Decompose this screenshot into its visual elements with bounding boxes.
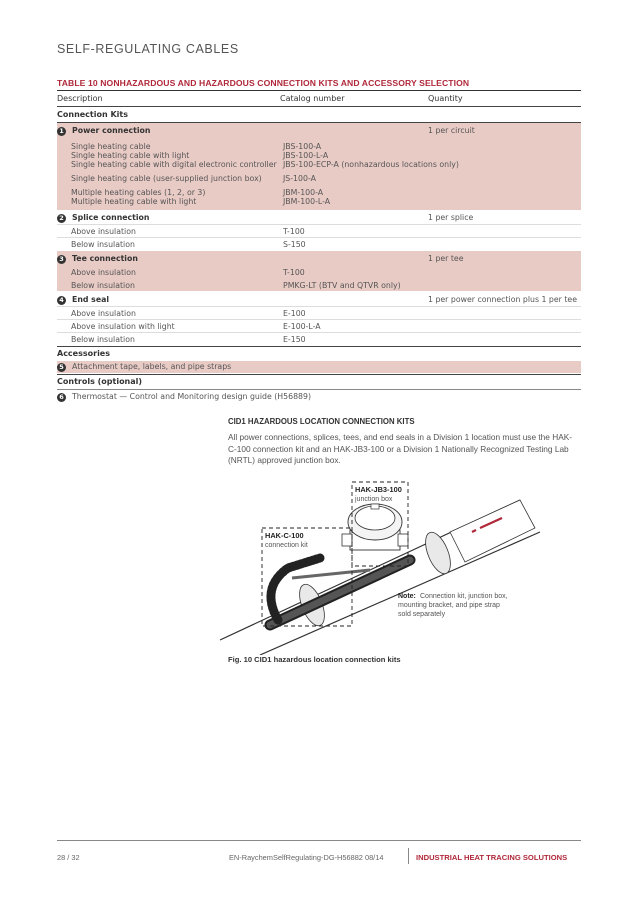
header-rule bbox=[57, 106, 581, 107]
power-desc-5: Multiple heating cables (1, 2, or 3) bbox=[71, 188, 206, 197]
connection-kits-label: Connection Kits bbox=[57, 110, 128, 119]
controls-rule bbox=[57, 374, 581, 375]
jb-callout-name: HAK-JB3-100 bbox=[355, 485, 402, 494]
power-cat-5: JBM-100-A bbox=[283, 188, 324, 197]
note-line-3: sold separately bbox=[398, 611, 446, 618]
figure-caption: Fig. 10 CID1 hazardous location connection kits bbox=[228, 655, 401, 664]
cid-title: CID1 HAZARDOUS LOCATION CONNECTION KITS bbox=[228, 417, 415, 426]
tee-cat-2: PMKG-LT (BTV and QTVR only) bbox=[283, 281, 401, 290]
power-cat-3: JBS-100-ECP-A (nonhazardous locations only) bbox=[283, 160, 459, 169]
endseal-desc-2: Above insulation with light bbox=[71, 322, 175, 331]
footer-doc: EN-RaychemSelfRegulating-DG-H56882 08/14 bbox=[229, 853, 384, 862]
accessories-rule bbox=[57, 346, 581, 347]
splice-title: 2 Splice connection bbox=[57, 213, 149, 223]
splice-desc-1: Above insulation bbox=[71, 227, 136, 236]
power-cat-4: JS-100-A bbox=[283, 174, 316, 183]
tee-title: 3 Tee connection bbox=[57, 254, 138, 264]
tee-qty: 1 per tee bbox=[428, 254, 464, 263]
note-line-2: mounting bracket, and pipe strap bbox=[398, 602, 500, 609]
tee-desc-2: Below insulation bbox=[71, 281, 135, 290]
footer-divider bbox=[408, 848, 409, 864]
splice-cat-2: S-150 bbox=[283, 240, 306, 249]
tee-cat-1: T-100 bbox=[283, 268, 305, 277]
power-desc-6: Multiple heating cable with light bbox=[71, 197, 197, 206]
table-title: TABLE 10 NONHAZARDOUS AND HAZARDOUS CONNECTION KITS AND ACCESSORY SELECTION bbox=[57, 78, 470, 88]
note-label: Note: bbox=[398, 593, 416, 600]
footer-brand: INDUSTRIAL HEAT TRACING SOLUTIONS bbox=[416, 853, 568, 862]
endseal-cat-3: E-150 bbox=[283, 335, 306, 344]
endseal-cat-1: E-100 bbox=[283, 309, 306, 318]
row-rule bbox=[57, 306, 581, 307]
jb-callout-desc: junction box bbox=[355, 496, 393, 503]
endseal-desc-3: Below insulation bbox=[71, 335, 135, 344]
accessories-label: Accessories bbox=[57, 349, 110, 358]
footer-page: 28 / 32 bbox=[57, 853, 80, 862]
power-desc-2: Single heating cable with light bbox=[71, 151, 190, 160]
endseal-cat-2: E-100-L-A bbox=[283, 322, 321, 331]
row-rule bbox=[57, 237, 581, 238]
row-rule bbox=[57, 389, 581, 390]
power-cat-6: JBM-100-L-A bbox=[283, 197, 331, 206]
footer-rule bbox=[57, 840, 581, 841]
power-cat-1: JBS-100-A bbox=[283, 142, 322, 151]
row-rule bbox=[57, 332, 581, 333]
splice-qty: 1 per splice bbox=[428, 213, 474, 222]
c-callout-name: HAK-C-100 bbox=[265, 531, 304, 540]
header-description: Description bbox=[57, 94, 103, 103]
endseal-desc-1: Above insulation bbox=[71, 309, 136, 318]
header-quantity: Quantity bbox=[428, 94, 463, 103]
row-rule bbox=[57, 224, 581, 225]
power-qty: 1 per circuit bbox=[428, 126, 475, 135]
control-item: 6 Thermostat — Control and Monitoring design guide (H56889) bbox=[57, 392, 311, 402]
power-desc-1: Single heating cable bbox=[71, 142, 151, 151]
connection-kit-illustration bbox=[200, 470, 590, 655]
power-title: 1 Power connection bbox=[57, 126, 150, 136]
tee-desc-1: Above insulation bbox=[71, 268, 136, 277]
power-cat-2: JBS-100-L-A bbox=[283, 151, 329, 160]
splice-cat-1: T-100 bbox=[283, 227, 305, 236]
accessory-item: 5 Attachment tape, labels, and pipe straps bbox=[57, 362, 231, 372]
header-catalog: Catalog number bbox=[280, 94, 345, 103]
c-callout-desc: connection kit bbox=[265, 542, 308, 549]
endseal-qty: 1 per power connection plus 1 per tee bbox=[428, 295, 578, 304]
controls-label: Controls (optional) bbox=[57, 377, 143, 386]
note-line-1: Connection kit, junction box, bbox=[420, 593, 508, 600]
section-title: SELF-REGULATING CABLES bbox=[57, 42, 239, 56]
row-rule bbox=[57, 319, 581, 320]
cid-body: All power connections, splices, tees, and end seals in a Division 1 location must use the HAK-C-100 connection kit and an HAK-JB3-100 or a Division 1 Nationally Recognized Testing Lab (NRTL) approved junction box. bbox=[228, 432, 573, 465]
power-desc-3: Single heating cable with digital electronic controller bbox=[71, 160, 277, 169]
endseal-title: 4 End seal bbox=[57, 295, 109, 305]
table-top-rule bbox=[57, 90, 581, 91]
power-desc-4: Single heating cable (user-supplied junction box) bbox=[71, 174, 262, 183]
splice-desc-2: Below insulation bbox=[71, 240, 135, 249]
